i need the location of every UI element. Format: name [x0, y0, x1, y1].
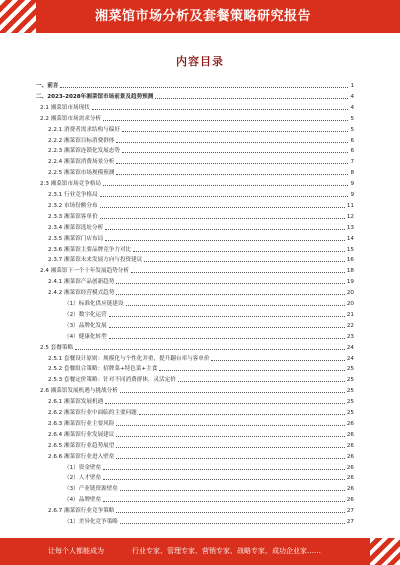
- toc-page-number: 26: [346, 486, 354, 493]
- toc-entry[interactable]: [36, 431, 354, 439]
- toc-entry[interactable]: [36, 453, 354, 461]
- toc-page-number: 5: [350, 126, 354, 133]
- toc-entry[interactable]: [36, 169, 354, 177]
- toc-entry-text: （4）健康化转型: [64, 333, 107, 340]
- toc-page-number: 24: [346, 355, 354, 362]
- toc-entry-text: 2.3.3 湘菜馆客单价: [48, 213, 98, 220]
- toc-page-number: 6: [350, 137, 354, 144]
- toc-entry-text: 2.6.6 湘菜馆行业进入壁垒: [48, 453, 115, 460]
- dot-leader: [100, 207, 345, 208]
- dot-leader: [60, 87, 348, 88]
- toc-entry-text: 2.2.5 湘菜馆市场规模预测: [48, 170, 115, 177]
- toc-entry-text: （1）标准化供应链建设: [64, 301, 124, 307]
- toc-entry-text: （2）数字化运营: [64, 311, 107, 318]
- toc-entry[interactable]: [36, 191, 354, 199]
- toc-entry[interactable]: [36, 104, 354, 112]
- toc-page-number: 20: [346, 301, 354, 307]
- dot-leader: [105, 240, 345, 241]
- dot-leader: [116, 436, 345, 437]
- toc-entry[interactable]: [36, 267, 354, 275]
- toc-page-number: 11: [346, 202, 354, 209]
- toc-entry-text: 2.2.4 湘菜馆消费场景分析: [48, 159, 115, 166]
- dot-leader: [109, 327, 345, 328]
- toc-entry[interactable]: [36, 344, 354, 352]
- toc-entry[interactable]: [36, 158, 354, 166]
- toc-entry-text: 2.3.1 行业竞争格局: [48, 192, 98, 198]
- toc-entry[interactable]: [36, 355, 354, 363]
- dot-leader: [116, 447, 345, 448]
- toc-entry[interactable]: [36, 442, 354, 450]
- toc-page-number: 12: [346, 213, 354, 220]
- toc-entry-text: 2.6.2 湘菜馆行业中面临的主要问题: [48, 410, 137, 416]
- toc-page-number: 19: [346, 279, 354, 286]
- toc-page-number: 25: [346, 377, 354, 384]
- toc-entry[interactable]: [36, 333, 354, 341]
- toc-entry[interactable]: [36, 376, 354, 384]
- dot-leader: [116, 294, 345, 295]
- dot-leader: [211, 360, 344, 361]
- toc-entry[interactable]: [36, 474, 354, 482]
- toc-entry-text: 2.2.1 消费者需求结构与偏好: [48, 126, 120, 133]
- toc-heading: 内容目录: [176, 55, 224, 68]
- toc-entry[interactable]: [36, 496, 354, 504]
- toc-page-number: 8: [350, 170, 354, 177]
- dot-leader: [139, 414, 345, 415]
- toc-page-number: 26: [346, 420, 354, 427]
- toc-entry-text: （4）品牌壁垒: [64, 497, 102, 504]
- toc-entry-text: （1）资金壁垒: [64, 464, 102, 471]
- dot-leader: [100, 196, 349, 197]
- toc-page-number: 5: [350, 115, 354, 122]
- toc-entry-text: 二、2023-2028年湘菜馆市场前景及趋势预测: [36, 93, 154, 100]
- toc-entry-text: 2.5 套餐策略: [40, 344, 74, 351]
- toc-page-number: 26: [346, 431, 354, 438]
- dot-leader: [144, 261, 345, 262]
- toc-entry[interactable]: [36, 115, 354, 123]
- document-header: [0, 0, 400, 33]
- toc-entry[interactable]: [36, 322, 354, 330]
- toc-entry-text: 2.1 湘菜馆市场现状: [40, 104, 90, 111]
- toc-entry-text: 2.3.4 湘菜馆选址分析: [48, 224, 104, 231]
- dot-leader: [109, 316, 345, 317]
- toc-entry-text: 2.2.2 湘菜馆目标消费群体: [48, 137, 115, 144]
- toc-entry-text: 2.6.5 湘菜馆行业趋势展望: [48, 442, 115, 449]
- toc-page-number: 14: [346, 235, 354, 242]
- dot-leader: [126, 305, 345, 306]
- toc-page-number: 9: [350, 192, 354, 198]
- toc-entry-text: 2.3 湘菜馆市场竞争格局: [40, 181, 102, 188]
- dot-leader: [116, 458, 345, 459]
- toc-entry-text: （2）人才壁垒: [64, 475, 102, 482]
- toc-page-number: 7: [350, 159, 354, 166]
- toc-entry-text: 2.3.2 市场份额分布: [48, 202, 98, 209]
- toc-entry-text: （3）产业链资源壁垒: [64, 486, 118, 493]
- footer-slogan-left: 让每个人都能成为: [48, 547, 104, 555]
- toc-entry-text: 2.5.2 套餐组合策略：招牌菜+特色菜+主食: [48, 366, 158, 373]
- dot-leader: [159, 370, 345, 371]
- toc-page-number: 25: [346, 399, 354, 406]
- dot-leader: [116, 283, 345, 284]
- footer-slogan-right: 行业专家、管理专家、营销专家、战略专家、成功企业家……: [132, 547, 321, 555]
- toc-entry[interactable]: [36, 213, 354, 221]
- toc-entry[interactable]: [36, 278, 354, 286]
- toc-entry[interactable]: [36, 409, 354, 417]
- toc-entry[interactable]: [36, 82, 354, 90]
- dot-leader: [105, 403, 345, 404]
- dot-leader: [116, 174, 348, 175]
- toc-page-number: 26: [346, 453, 354, 460]
- dot-leader: [109, 338, 345, 339]
- toc-page-number: 9: [350, 181, 354, 188]
- toc-entry[interactable]: [36, 485, 354, 493]
- dot-leader: [103, 185, 348, 186]
- toc-page-number: 23: [346, 333, 354, 340]
- toc-entry[interactable]: [36, 202, 354, 210]
- header-stripe-decoration: [0, 0, 36, 33]
- toc-entry[interactable]: [36, 126, 354, 134]
- toc-entry-text: 2.2.3 湘菜馆连锁化发展态势: [48, 148, 120, 155]
- toc-page-number: 27: [346, 508, 354, 515]
- dot-leader: [116, 142, 348, 143]
- toc-entry-text: 2.4.2 湘菜馆经营模式趋势: [48, 290, 115, 297]
- toc-entry[interactable]: [36, 300, 354, 308]
- toc-page-number: 24: [346, 344, 354, 351]
- toc-entry-text: 2.6.4 湘菜馆行业发展建议: [48, 431, 115, 438]
- dot-leader: [116, 512, 345, 513]
- toc-page-number: 4: [350, 104, 354, 111]
- toc-entry-text: 2.6.7 湘菜馆行业竞争策略: [48, 508, 115, 515]
- toc-entry[interactable]: [36, 147, 354, 155]
- dot-leader: [116, 163, 348, 164]
- dot-leader: [131, 272, 345, 273]
- toc-entry-text: （3）品牌化发展: [64, 322, 107, 329]
- toc-entry[interactable]: [36, 398, 354, 406]
- dot-leader: [116, 425, 345, 426]
- toc-entry[interactable]: [36, 518, 354, 526]
- toc-entry-text: 2.2 湘菜馆市场需求分析: [40, 115, 102, 122]
- toc-entry-text: 2.4 湘菜馆下一个十年发展趋势分析: [40, 268, 129, 275]
- toc-entry-text: 2.3.5 湘菜馆门店布局: [48, 235, 104, 242]
- dot-leader: [133, 251, 345, 252]
- toc-page-number: 1: [350, 83, 354, 89]
- dot-leader: [120, 523, 345, 524]
- dot-leader: [92, 109, 349, 110]
- toc-entry-text: （1）差异化竞争策略: [64, 519, 118, 525]
- toc-entry[interactable]: [36, 464, 354, 472]
- toc-page-number: 26: [346, 464, 354, 471]
- toc-page-number: 25: [346, 410, 354, 416]
- dot-leader: [103, 120, 348, 121]
- dot-leader: [178, 381, 345, 382]
- toc-entry-text: 2.5.3 套餐定价策略：针对不同消费群体，灵活定价: [48, 377, 176, 384]
- toc-entry[interactable]: [36, 365, 354, 373]
- dot-leader: [75, 349, 345, 350]
- dot-leader: [120, 490, 345, 491]
- toc-entry[interactable]: [36, 93, 354, 101]
- toc-entry-text: 2.6.3 湘菜馆行业主要风险: [48, 420, 115, 427]
- toc-page-number: 16: [346, 257, 354, 264]
- toc-page-number: 15: [346, 246, 354, 253]
- toc-entry-text: 2.4.1 湘菜馆产品创新趋势: [48, 279, 115, 286]
- toc-page-number: 13: [346, 224, 354, 231]
- report-title: 湘菜馆市场分析及套餐策略研究报告: [95, 9, 312, 24]
- toc-entry[interactable]: [36, 256, 354, 264]
- toc-page-number: 25: [346, 388, 354, 395]
- toc-page-number: 4: [350, 93, 354, 100]
- toc-page-number: 20: [346, 290, 354, 297]
- dot-leader: [103, 469, 345, 470]
- dot-leader: [120, 392, 345, 393]
- toc-entry-text: 2.5.1 套餐设计原则：规模化与个性化并重，提升翻台率与客单价: [48, 355, 210, 362]
- toc-page-number: 25: [346, 366, 354, 373]
- dot-leader: [122, 131, 348, 132]
- document-footer: [0, 538, 400, 565]
- toc-entry[interactable]: [36, 235, 354, 243]
- footer-stripe-decoration: [370, 538, 400, 565]
- dot-leader: [103, 479, 345, 480]
- toc-entry[interactable]: [36, 507, 354, 515]
- dot-leader: [122, 152, 348, 153]
- table-of-contents: [36, 82, 354, 537]
- toc-page-number: 21: [346, 311, 354, 318]
- toc-page-number: 26: [346, 442, 354, 449]
- dot-leader: [105, 229, 345, 230]
- toc-entry[interactable]: [36, 180, 354, 188]
- toc-page-number: 26: [346, 497, 354, 504]
- dot-leader: [103, 501, 345, 502]
- toc-entry[interactable]: [36, 224, 354, 232]
- dot-leader: [155, 98, 348, 99]
- toc-entry-text: 2.3.7 湘菜馆未来发展方向与投资建议: [48, 257, 143, 264]
- toc-page-number: 6: [350, 148, 354, 155]
- toc-page-number: 26: [346, 475, 354, 482]
- toc-page-number: 27: [346, 519, 354, 525]
- dot-leader: [100, 218, 345, 219]
- toc-entry[interactable]: [36, 246, 354, 254]
- toc-entry[interactable]: [36, 387, 354, 395]
- toc-page-number: 22: [346, 322, 354, 329]
- toc-entry[interactable]: [36, 420, 354, 428]
- toc-entry-text: 一、前言: [36, 83, 59, 89]
- toc-entry[interactable]: [36, 289, 354, 297]
- toc-entry-text: 2.3.6 湘菜馆主要品牌竞争力对比: [48, 246, 132, 253]
- toc-entry[interactable]: [36, 311, 354, 319]
- toc-entry-text: 2.6 湘菜馆发展机遇与挑战分析: [40, 388, 118, 395]
- toc-entry[interactable]: [36, 137, 354, 145]
- toc-page-number: 18: [346, 268, 354, 275]
- toc-entry-text: 2.6.1 湘菜馆发展机遇: [48, 399, 104, 406]
